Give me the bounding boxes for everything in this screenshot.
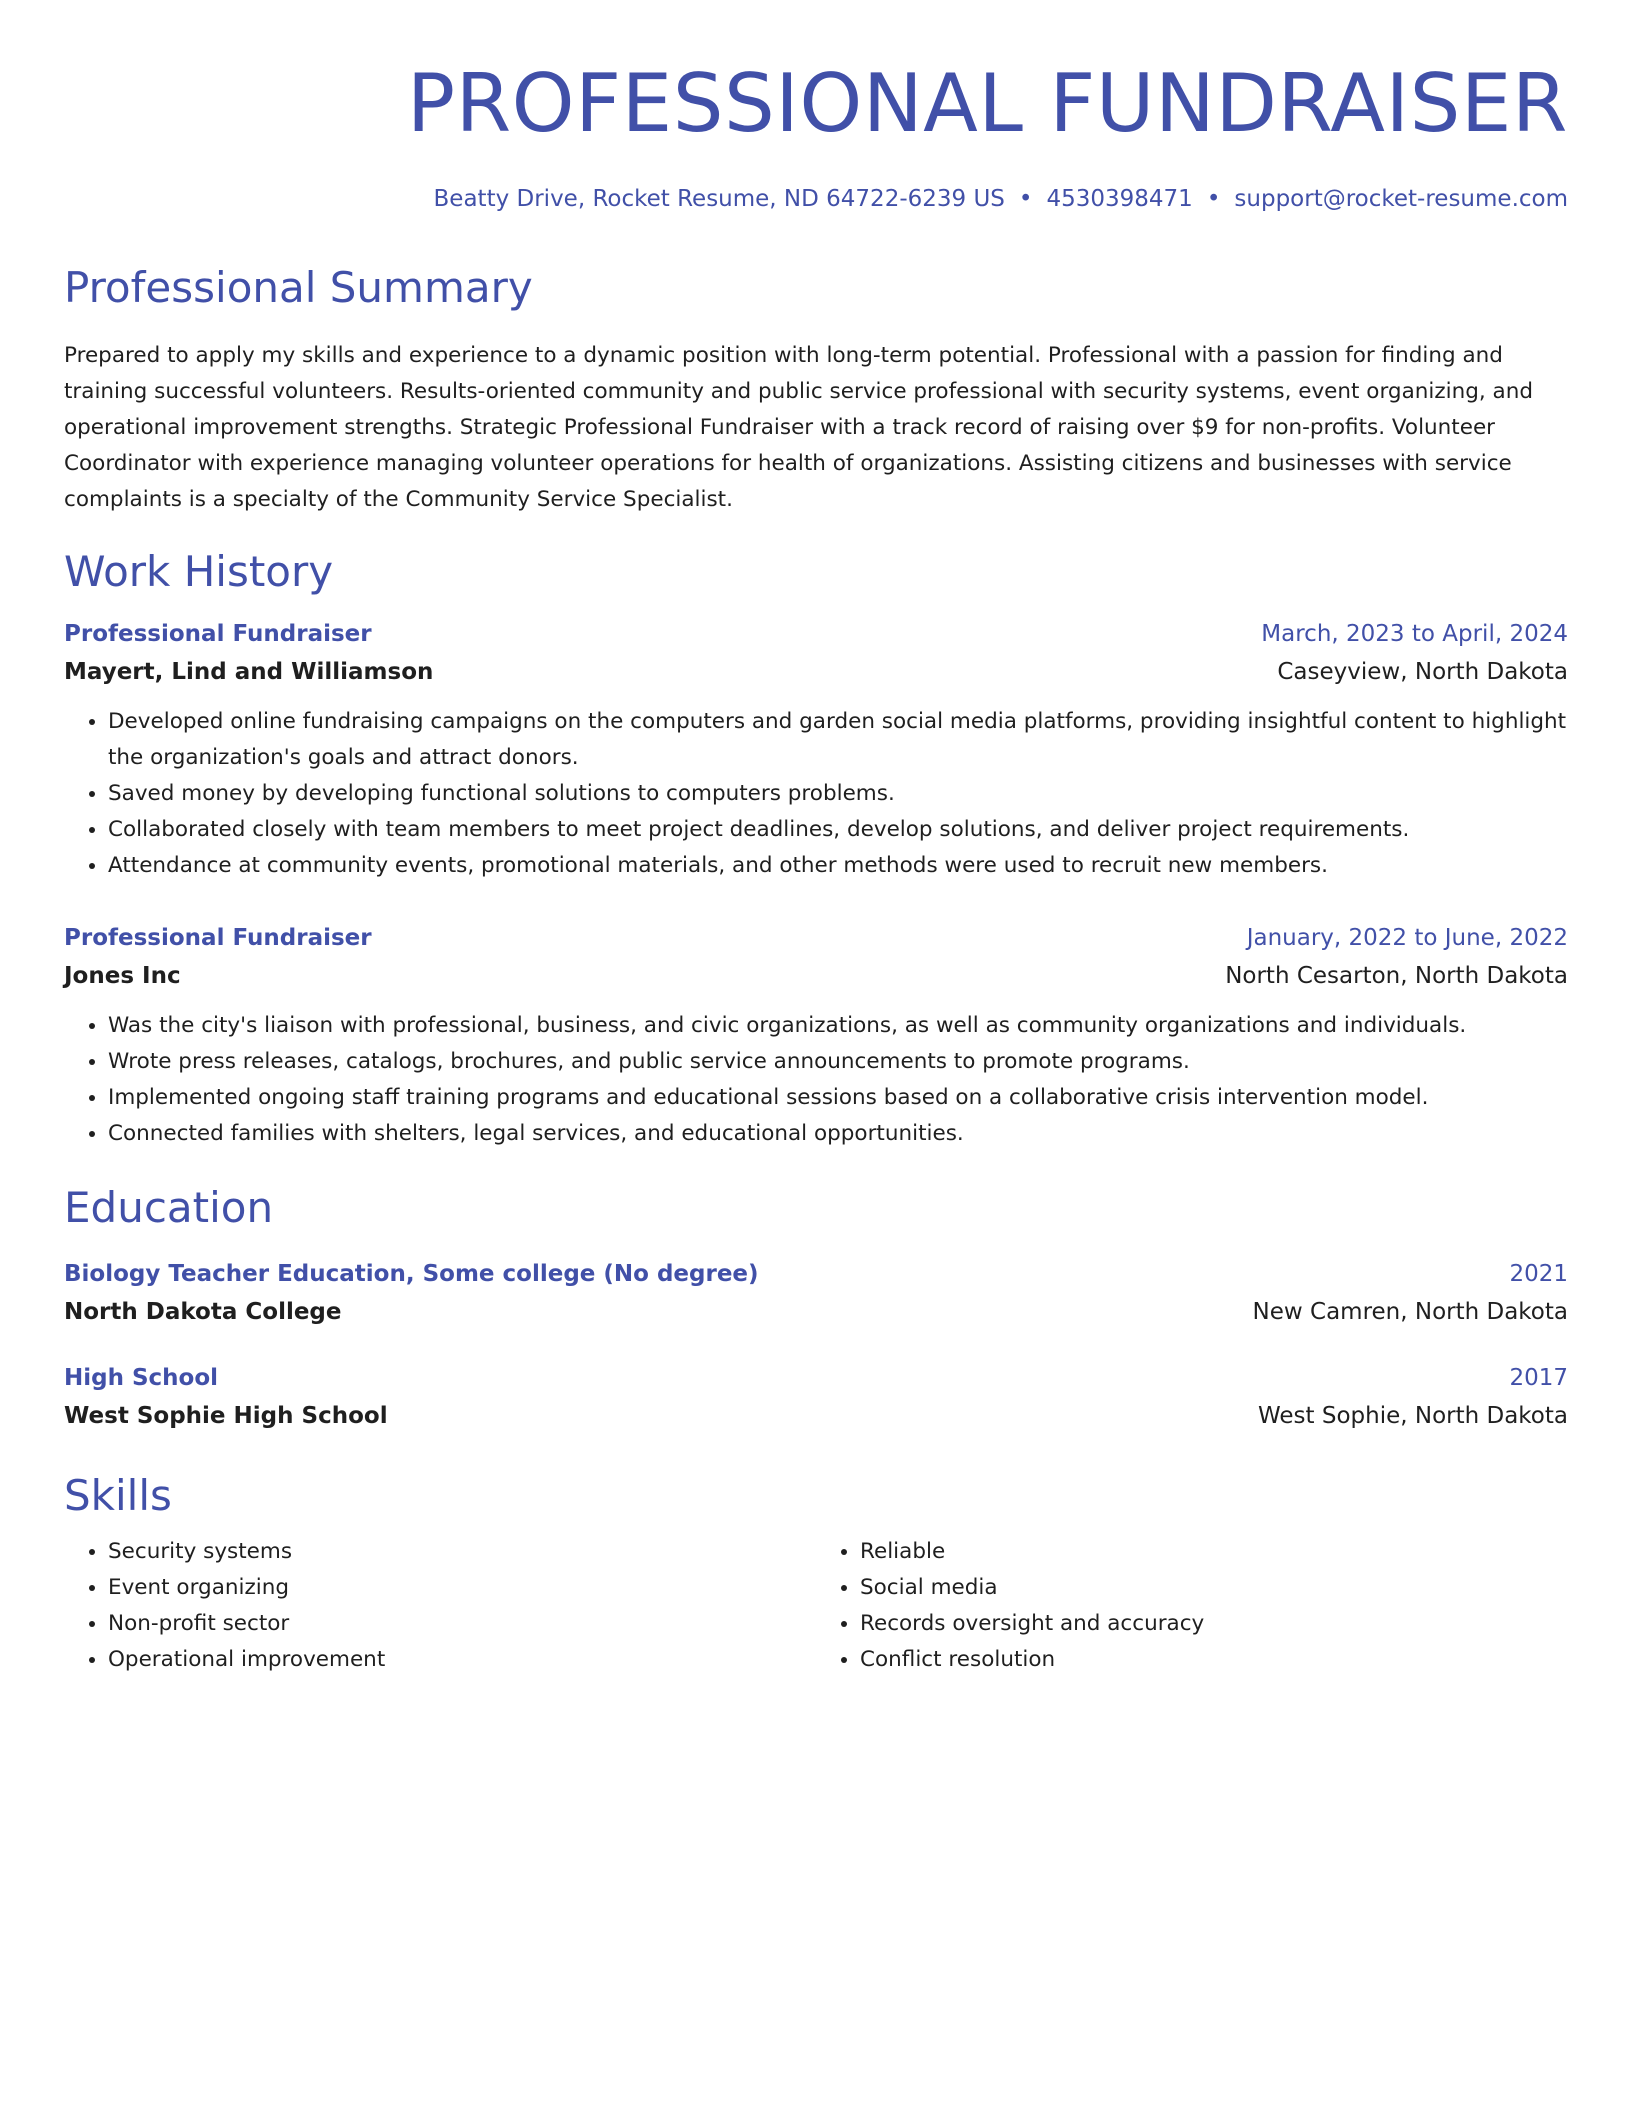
skills-column-left bbox=[64, 1534, 816, 1678]
education-location: West Sophie, North Dakota bbox=[1258, 1403, 1568, 1429]
job-location: North Cesarton, North Dakota bbox=[1225, 963, 1568, 989]
skill-item: • Operational improvement bbox=[108, 1642, 816, 1678]
skill-item: • Records oversight and accuracy bbox=[860, 1606, 1568, 1642]
skill-item: • Non-profit sector bbox=[108, 1606, 816, 1642]
job-bullet: • Developed online fundraising campaigns on the computers and garden social media platforms, providing insightful content to highlight the organization's goals and attract donors. bbox=[108, 704, 1568, 776]
job-bullet: • Collaborated closely with team members to meet project deadlines, develop solutions, and deliver project requirements. bbox=[108, 812, 1568, 848]
job-bullet: • Implemented ongoing staff training programs and educational sessions based on a collaborative crisis intervention model. bbox=[108, 1080, 1568, 1116]
contact-email: support@rocket-resume.com bbox=[1234, 186, 1568, 212]
separator-dot: • bbox=[1018, 186, 1033, 212]
job-role: Professional Fundraiser bbox=[64, 621, 372, 647]
skills-grid bbox=[64, 1534, 1568, 1678]
section-title-summary: Professional Summary bbox=[64, 263, 533, 312]
job-bullet: • Attendance at community events, promotional materials, and other methods were used to recruit new members. bbox=[108, 848, 1568, 884]
summary-text: Prepared to apply my skills and experience to a dynamic position with long-term potential. Professional with a passion for finding and training successful volunteers. Results-oriented community and public service professional with security systems, event organizing, and operational improvement strengths. Strategic Professional Fundraiser with a track record of raising over $9 for non-profits. Volunteer Coordinator with experience managing volunteer operations for health of organizations. Assisting citizens and businesses with service complaints is a specialty of the Community Service Specialist. bbox=[64, 343, 1533, 512]
education-year: 2021 bbox=[1509, 1261, 1568, 1287]
job-company-row bbox=[64, 956, 1568, 996]
job-bullets bbox=[64, 704, 1568, 884]
education-header-row bbox=[64, 1360, 1568, 1396]
job-entry bbox=[64, 616, 1568, 884]
job-role: Professional Fundraiser bbox=[64, 925, 372, 951]
section-title-skills: Skills bbox=[64, 1471, 172, 1520]
education-entry bbox=[64, 1256, 1568, 1332]
education-school: North Dakota College bbox=[64, 1299, 342, 1325]
job-bullet: • Connected families with shelters, legal services, and educational opportunities. bbox=[108, 1116, 1568, 1152]
education-school-row bbox=[64, 1292, 1568, 1332]
job-dates: March, 2023 to April, 2024 bbox=[1261, 621, 1568, 647]
education-location: New Camren, North Dakota bbox=[1252, 1299, 1568, 1325]
candidate-name: PROFESSIONAL FUNDRAISER bbox=[406, 57, 1568, 150]
skill-item: • Reliable bbox=[860, 1534, 1568, 1570]
education-header-row bbox=[64, 1256, 1568, 1292]
job-entry bbox=[64, 920, 1568, 1152]
education-school: West Sophie High School bbox=[64, 1403, 388, 1429]
skill-item: • Security systems bbox=[108, 1534, 816, 1570]
education-school-row bbox=[64, 1396, 1568, 1436]
job-bullets bbox=[64, 1008, 1568, 1152]
job-header-row bbox=[64, 616, 1568, 652]
job-dates: January, 2022 to June, 2022 bbox=[1246, 925, 1568, 951]
resume-header bbox=[64, 58, 1568, 214]
education-entry bbox=[64, 1360, 1568, 1436]
contact-address: Beatty Drive, Rocket Resume, ND 64722-6239 US bbox=[433, 186, 1005, 212]
job-company: Jones Inc bbox=[64, 963, 181, 989]
job-company-row bbox=[64, 652, 1568, 692]
skill-item: • Social media bbox=[860, 1570, 1568, 1606]
skill-item: • Event organizing bbox=[108, 1570, 816, 1606]
education-degree: High School bbox=[64, 1365, 219, 1391]
skills-column-right bbox=[816, 1534, 1568, 1678]
job-bullet: • Wrote press releases, catalogs, brochures, and public service announcements to promote programs. bbox=[108, 1044, 1568, 1080]
job-location: Caseyview, North Dakota bbox=[1277, 659, 1568, 685]
job-company: Mayert, Lind and Williamson bbox=[64, 659, 434, 685]
job-bullet: • Was the city's liaison with professional, business, and civic organizations, as well as community organizations and individuals. bbox=[108, 1008, 1568, 1044]
contact-line bbox=[64, 184, 1568, 214]
job-bullet: • Saved money by developing functional solutions to computers problems. bbox=[108, 776, 1568, 812]
education-year: 2017 bbox=[1509, 1365, 1568, 1391]
skill-item: • Conflict resolution bbox=[860, 1642, 1568, 1678]
section-title-education: Education bbox=[64, 1183, 274, 1232]
section-title-work-history: Work History bbox=[64, 547, 334, 596]
education-degree: Biology Teacher Education, Some college (No degree) bbox=[64, 1261, 759, 1287]
job-header-row bbox=[64, 920, 1568, 956]
contact-phone: 4530398471 bbox=[1046, 186, 1193, 212]
separator-dot: • bbox=[1206, 186, 1221, 212]
